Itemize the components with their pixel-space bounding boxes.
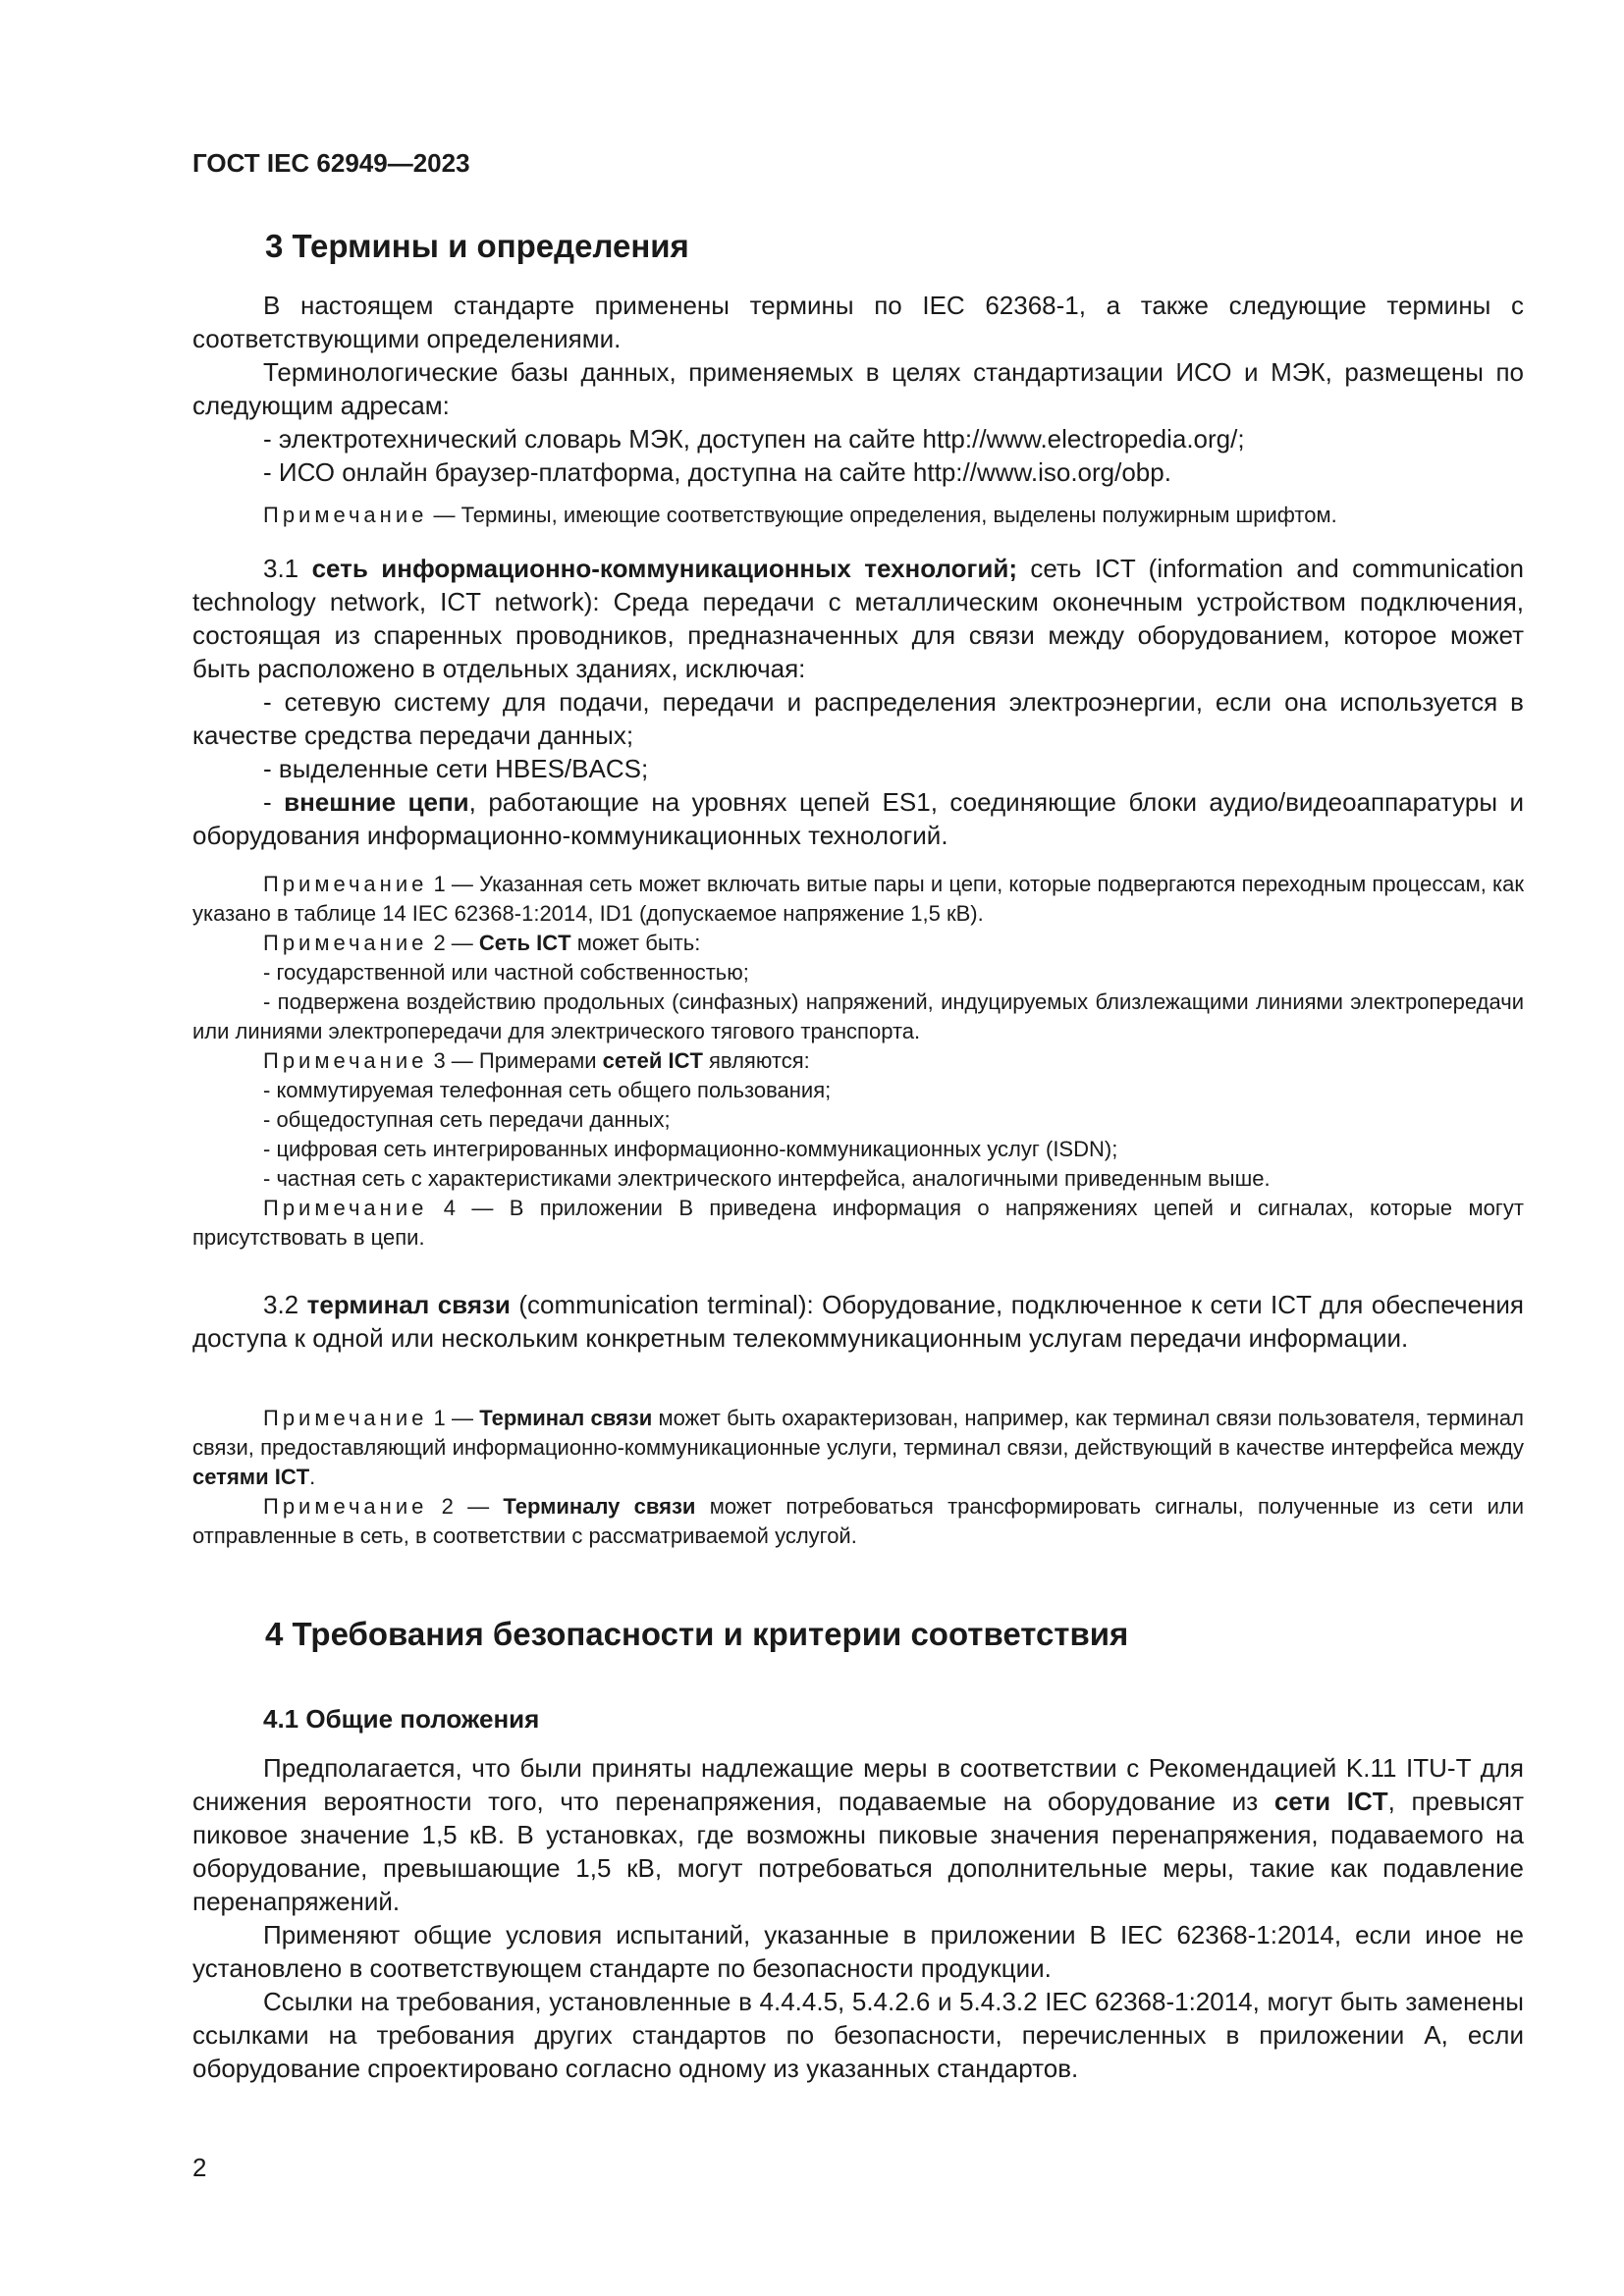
intro-paragraph: В настоящем стандарте применены термины по IEC 62368-1, а также следующие термины с соответствующими определениями.	[192, 291, 1524, 353]
note-text: 1 —	[427, 1406, 480, 1430]
list-item: - частная сеть с характеристиками электрического интерфейса, аналогичными приведенным выше.	[263, 1166, 1271, 1191]
bold-term: Терминалу связи	[503, 1494, 696, 1519]
list-item: - коммутируемая телефонная сеть общего пользования;	[263, 1078, 832, 1102]
definition-text: сеть ICT (information and communication technology network, ICT network): Среда передачи с металлическим оконечным устройством подключения, состоящая из спаренных проводников, предназначенных для связи между оборудованием, которое может быть расположено в отдельных зданиях, исключая:	[192, 554, 1524, 683]
list-item: - выделенные сети HBES/BACS;	[263, 754, 649, 783]
note-label: Примечание	[263, 1196, 428, 1220]
list-dash: -	[263, 787, 285, 817]
note-label: Примечание	[263, 1494, 428, 1519]
definition-paragraph	[192, 552, 1524, 685]
body-paragraph: Ссылки на требования, установленные в 4.4.4.5, 5.4.2.6 и 5.4.3.2 IEC 62368-1:2014, могут быть заменены ссылками на требования других стандартов по безопасности, перечисленных в приложении А, если оборудование спроектировано согласно одному из указанных стандартов.	[192, 1987, 1524, 2083]
intro-paragraph: Терминологические базы данных, применяемых в целях стандартизации ИСО и МЭК, размещены по следующим адресам:	[192, 357, 1524, 420]
note-text: 4 — В приложении B приведена информация о напряжениях цепей и сигналах, которые могут присутствовать в цепи.	[192, 1196, 1524, 1250]
note-text: являются:	[702, 1048, 810, 1073]
definition-3-2	[192, 1288, 1524, 1355]
bold-term: сетей ICT	[602, 1048, 703, 1073]
note-text: .	[309, 1465, 316, 1489]
note-text: может быть охарактеризован, например, как терминал связи пользователя, терминал связи, предоставляющий информационно-коммуникационные услуги, терминал связи, действующий в качестве интерфейса между	[192, 1406, 1525, 1460]
note	[192, 1194, 1524, 1253]
note-text: 3 — Примерами	[427, 1048, 603, 1073]
note	[192, 1404, 1524, 1492]
note-text: 1 — Указанная сеть может включать витые пары и цепи, которые подвергаются переходным процессам, как указано в таблице 14 IEC 62368-1:2014, ID1 (допускаемое напряжение 1,5 кВ).	[192, 872, 1524, 926]
note-text: может быть:	[570, 931, 701, 955]
section-4-body	[192, 1751, 1524, 2085]
list-item: - общедоступная сеть передачи данных;	[263, 1107, 671, 1132]
note	[192, 870, 1524, 929]
definition-term: терминал связи	[306, 1290, 511, 1319]
bold-term: Терминал связи	[479, 1406, 653, 1430]
definition-number: 3.1	[263, 554, 312, 583]
section-3-intro	[192, 289, 1524, 530]
definition-3-1	[192, 552, 1524, 852]
note-label: Примечание	[263, 503, 428, 527]
section-3-title: 3 Термины и определения	[265, 228, 689, 264]
note	[192, 501, 1524, 530]
definition-3-1-notes	[192, 870, 1524, 1253]
paragraph-text: Предполагается, что были приняты надлежащие меры в соответствии с Рекомендацией K.11 ITU-T для снижения вероятности того, что перенапряжения, подаваемые на оборудование из	[192, 1753, 1524, 1816]
page-number: 2	[192, 2153, 207, 2182]
note-label: Примечание	[263, 1406, 428, 1430]
note-text: 2 —	[427, 1494, 504, 1519]
definition-text: (communication terminal): Оборудование, подключенное к сети ICT для обеспечения доступа к одной или нескольким конкретным телекоммуникационным услугам передачи информации.	[192, 1290, 1524, 1353]
section-4-title: 4 Требования безопасности и критерии соответствия	[265, 1616, 1129, 1652]
note-text: — Термины, имеющие соответствующие определения, выделены полужирным шрифтом.	[427, 503, 1337, 527]
body-paragraph	[192, 1751, 1524, 1918]
bold-term: Сеть ICT	[478, 931, 571, 955]
note	[192, 929, 1524, 958]
bold-term: сети ICT	[1273, 1787, 1388, 1816]
note-text: может потребоваться трансформировать сигналы, полученные из сети или отправленные в сеть, в соответствии с рассматриваемой услугой.	[192, 1494, 1524, 1548]
paragraph-text: , превысят пиковое значение 1,5 кВ. В установках, где возможны пиковые значения перенапряжения, подаваемого на оборудование, превышающие 1,5 кВ, могут потребоваться дополнительные меры, такие как подавление перенапряжений.	[192, 1787, 1524, 1916]
note	[192, 1046, 1524, 1076]
list-item: - сетевую систему для подачи, передачи и распределения электроэнергии, если она используется в качестве средства передачи данных;	[192, 687, 1524, 750]
note-label: Примечание	[263, 872, 428, 896]
definition-3-2-notes	[192, 1404, 1524, 1551]
body-paragraph: Применяют общие условия испытаний, указанные в приложении B IEC 62368-1:2014, если иное не установлено в соответствующем стандарте по безопасности продукции.	[192, 1920, 1524, 1983]
note-label: Примечание	[263, 1048, 428, 1073]
list-item: - подвержена воздействию продольных (синфазных) напряжений, индуцируемых близлежащими линиями электропередачи или линиями электропередачи для электрического тягового транспорта.	[192, 989, 1524, 1043]
list-item: - цифровая сеть интегрированных информационно-коммуникационных услуг (ISDN);	[263, 1137, 1118, 1161]
note	[192, 1492, 1524, 1551]
bold-term: сетями ICT	[192, 1465, 310, 1489]
subsection-4-1-title: 4.1 Общие положения	[263, 1704, 540, 1734]
definition-term: сеть информационно-коммуникационных технологий;	[311, 554, 1017, 583]
definition-number: 3.2	[263, 1290, 307, 1319]
note-text: 2 —	[427, 931, 479, 955]
note-label: Примечание	[263, 931, 428, 955]
document-header: ГОСТ IEC 62949—2023	[192, 148, 470, 178]
list-item	[192, 785, 1524, 852]
list-item: - электротехнический словарь МЭК, доступен на сайте http://www.electropedia.org/;	[263, 424, 1245, 454]
definition-paragraph	[192, 1288, 1524, 1355]
list-item: - государственной или частной собственностью;	[263, 960, 749, 985]
list-item: - ИСО онлайн браузер-платформа, доступна на сайте http://www.iso.org/obp.	[263, 457, 1171, 487]
list-text: , работающие на уровнях цепей ES1, соединяющие блоки аудио/видеоаппаратуры и оборудования информационно-коммуникационных технологий.	[192, 787, 1524, 850]
bold-term: внешние цепи	[284, 787, 469, 817]
